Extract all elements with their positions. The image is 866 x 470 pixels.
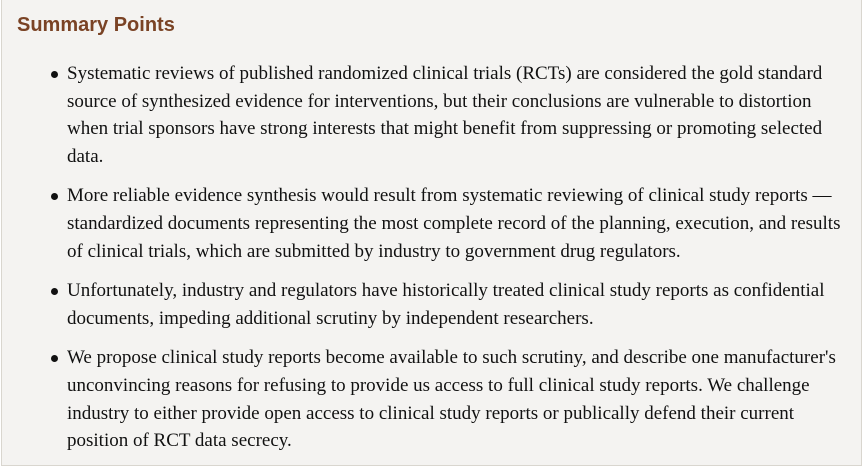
summary-point-text: Unfortunately, industry and regulators have historically treated clinical study reports as confidential documents, impeding additional scrutiny by independent researchers. [67,280,825,329]
summary-points-list [2,60,863,467]
summary-point [2,344,863,454]
bullet-icon [51,355,58,362]
bullet-icon [51,288,58,295]
summary-point-text: Systematic reviews of published randomized clinical trials (RCTs) are considered the gold standard source of synthesized evidence for interventions, but their conclusions are vulnerable to distortion when trial sponsors have strong interests that might benefit from suppressing or promoting selected data. [67,63,823,167]
summary-point [2,277,863,332]
summary-point-text: More reliable evidence synthesis would result from systematic reviewing of clinical study reports —standardized documents representing the most complete record of the planning, execution, and results of clinical trials, which are submitted by industry to government drug regulators. [67,185,841,262]
summary-point-text: We propose clinical study reports become available to such scrutiny, and describe one manufacturer's unconvincing reasons for refusing to provide us access to full clinical study reports. We challenge industry to either provide open access to clinical study reports or publically defend their current position of RCT data secrecy. [67,347,836,452]
bullet-icon [51,71,58,78]
summary-point [2,182,863,265]
section-title: Summary Points [17,14,175,36]
summary-points-box [1,0,862,466]
bullet-icon [51,193,58,200]
summary-point [2,60,863,170]
